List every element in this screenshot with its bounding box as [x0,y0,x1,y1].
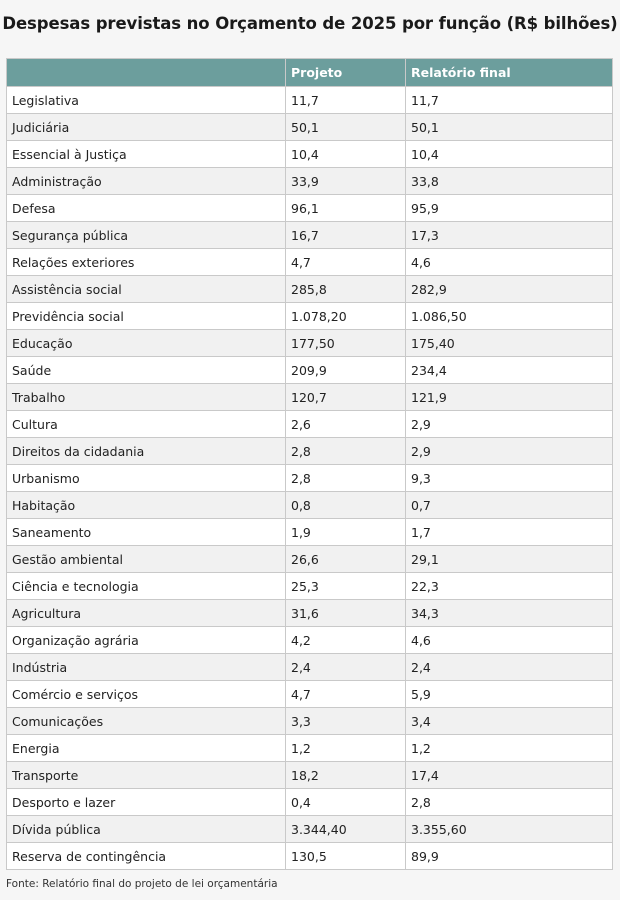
cell-relatorio-final: 3.355,60 [406,816,613,843]
cell-projeto: 96,1 [286,195,406,222]
cell-projeto: 209,9 [286,357,406,384]
cell-relatorio-final: 34,3 [406,600,613,627]
table-row [7,681,613,708]
cell-function: Transporte [7,762,286,789]
cell-function: Segurança pública [7,222,286,249]
cell-relatorio-final: 10,4 [406,141,613,168]
table-row [7,546,613,573]
cell-projeto: 120,7 [286,384,406,411]
cell-function: Indústria [7,654,286,681]
cell-projeto: 1.078,20 [286,303,406,330]
table-row [7,762,613,789]
cell-relatorio-final: 282,9 [406,276,613,303]
cell-function: Educação [7,330,286,357]
header-function [7,59,286,87]
cell-projeto: 26,6 [286,546,406,573]
cell-projeto: 10,4 [286,141,406,168]
cell-function: Judiciária [7,114,286,141]
cell-relatorio-final: 89,9 [406,843,613,870]
cell-relatorio-final: 5,9 [406,681,613,708]
cell-relatorio-final: 33,8 [406,168,613,195]
cell-function: Gestão ambiental [7,546,286,573]
table-row [7,114,613,141]
cell-relatorio-final: 11,7 [406,87,613,114]
cell-relatorio-final: 4,6 [406,249,613,276]
cell-relatorio-final: 50,1 [406,114,613,141]
cell-relatorio-final: 17,3 [406,222,613,249]
cell-projeto: 11,7 [286,87,406,114]
table-row [7,141,613,168]
table-row [7,465,613,492]
cell-function: Desporto e lazer [7,789,286,816]
cell-relatorio-final: 1,2 [406,735,613,762]
table-row [7,843,613,870]
cell-function: Organização agrária [7,627,286,654]
cell-relatorio-final: 2,4 [406,654,613,681]
table-row [7,87,613,114]
cell-relatorio-final: 1.086,50 [406,303,613,330]
cell-projeto: 0,4 [286,789,406,816]
cell-projeto: 16,7 [286,222,406,249]
cell-projeto: 177,50 [286,330,406,357]
cell-relatorio-final: 121,9 [406,384,613,411]
cell-function: Assistência social [7,276,286,303]
cell-function: Legislativa [7,87,286,114]
cell-projeto: 50,1 [286,114,406,141]
table-row [7,276,613,303]
cell-relatorio-final: 0,7 [406,492,613,519]
cell-projeto: 3,3 [286,708,406,735]
cell-relatorio-final: 2,9 [406,411,613,438]
cell-relatorio-final: 3,4 [406,708,613,735]
cell-projeto: 0,8 [286,492,406,519]
cell-function: Urbanismo [7,465,286,492]
table-body [7,87,613,870]
cell-function: Energia [7,735,286,762]
table-row [7,330,613,357]
cell-function: Essencial à Justiça [7,141,286,168]
table-row [7,735,613,762]
cell-function: Comércio e serviços [7,681,286,708]
table-row [7,303,613,330]
cell-function: Saneamento [7,519,286,546]
cell-projeto: 33,9 [286,168,406,195]
table-row [7,708,613,735]
cell-relatorio-final: 175,40 [406,330,613,357]
cell-projeto: 1,2 [286,735,406,762]
table-row [7,519,613,546]
cell-function: Previdência social [7,303,286,330]
header-projeto: Projeto [286,59,406,87]
cell-projeto: 4,7 [286,249,406,276]
cell-function: Direitos da cidadania [7,438,286,465]
table-row [7,789,613,816]
table-row [7,411,613,438]
source-note: Fonte: Relatório final do projeto de lei orçamentária [6,878,278,890]
table-row [7,654,613,681]
table-row [7,573,613,600]
table-row [7,357,613,384]
cell-projeto: 2,8 [286,465,406,492]
table-row [7,249,613,276]
cell-function: Relações exteriores [7,249,286,276]
table-row [7,816,613,843]
table-row [7,600,613,627]
table-row [7,438,613,465]
cell-relatorio-final: 29,1 [406,546,613,573]
cell-function: Reserva de contingência [7,843,286,870]
cell-relatorio-final: 22,3 [406,573,613,600]
table-row [7,384,613,411]
cell-projeto: 1,9 [286,519,406,546]
cell-projeto: 31,6 [286,600,406,627]
cell-function: Defesa [7,195,286,222]
budget-table [6,58,613,870]
table-row [7,195,613,222]
table-row [7,168,613,195]
cell-projeto: 2,6 [286,411,406,438]
cell-function: Comunicações [7,708,286,735]
cell-projeto: 285,8 [286,276,406,303]
cell-projeto: 25,3 [286,573,406,600]
cell-function: Agricultura [7,600,286,627]
cell-function: Habitação [7,492,286,519]
cell-function: Ciência e tecnologia [7,573,286,600]
cell-relatorio-final: 4,6 [406,627,613,654]
table-row [7,627,613,654]
cell-projeto: 3.344,40 [286,816,406,843]
cell-relatorio-final: 2,8 [406,789,613,816]
cell-function: Saúde [7,357,286,384]
table-row [7,492,613,519]
chart-title: Despesas previstas no Orçamento de 2025 por função (R$ bilhões) [2,14,618,33]
cell-relatorio-final: 2,9 [406,438,613,465]
cell-function: Administração [7,168,286,195]
cell-projeto: 4,7 [286,681,406,708]
cell-relatorio-final: 9,3 [406,465,613,492]
cell-projeto: 4,2 [286,627,406,654]
cell-relatorio-final: 17,4 [406,762,613,789]
cell-projeto: 18,2 [286,762,406,789]
cell-projeto: 2,8 [286,438,406,465]
table-header-row [7,59,613,87]
cell-relatorio-final: 234,4 [406,357,613,384]
header-relatorio-final: Relatório final [406,59,613,87]
cell-projeto: 2,4 [286,654,406,681]
cell-projeto: 130,5 [286,843,406,870]
cell-function: Cultura [7,411,286,438]
cell-relatorio-final: 1,7 [406,519,613,546]
cell-function: Trabalho [7,384,286,411]
table-row [7,222,613,249]
cell-relatorio-final: 95,9 [406,195,613,222]
cell-function: Dívida pública [7,816,286,843]
